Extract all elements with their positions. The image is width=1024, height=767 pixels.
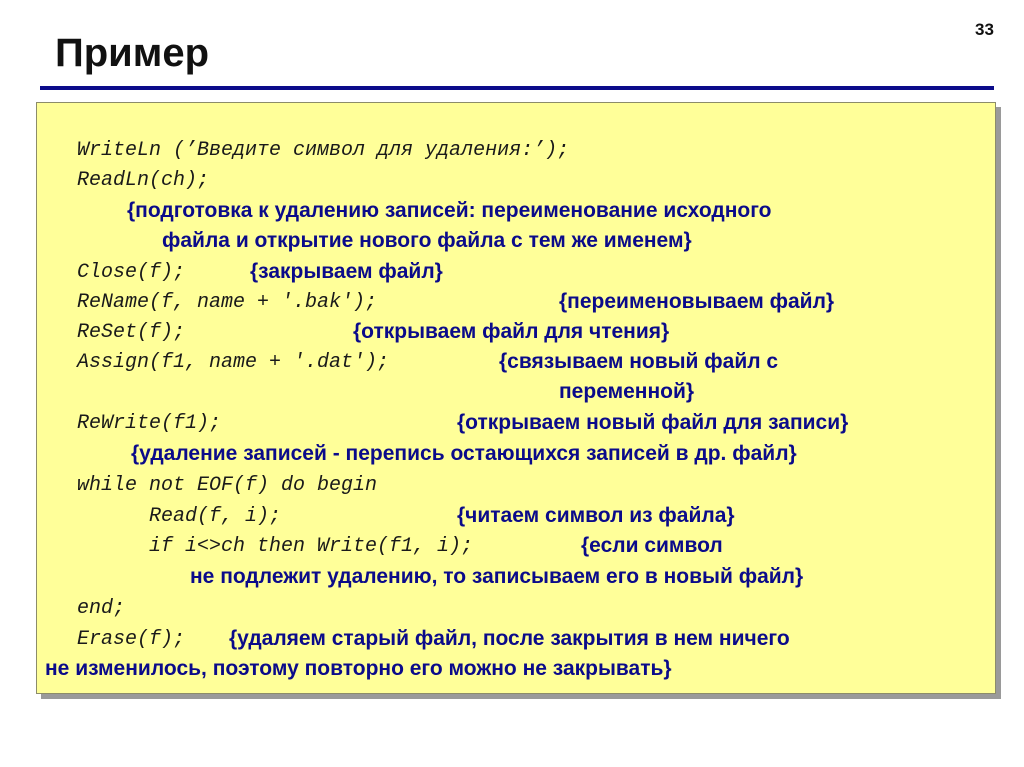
- page-number: 33: [975, 20, 994, 39]
- code-line-readln: ReadLn(ch);: [77, 169, 210, 192]
- code-line-reset: ReSet(f);: [77, 321, 186, 344]
- code-line-if: if i<>ch then Write(f1, i);: [149, 535, 474, 558]
- comment-copy-records: {удаление записей - перепись остающихся записей в др. файл}: [131, 442, 797, 465]
- code-line-writeln: WriteLn (’Введите символ для удаления:’);: [77, 139, 570, 162]
- code-line-end: end;: [77, 597, 126, 620]
- comment-erase-2: не изменилось, поэтому повторно его можно не закрывать}: [45, 657, 672, 680]
- code-line-while: while not EOF(f) do begin: [77, 474, 378, 497]
- code-line-rewrite: ReWrite(f1);: [77, 412, 222, 435]
- comment-assign-2: переменной}: [559, 380, 695, 403]
- comment-rewrite: {открываем новый файл для записи}: [457, 411, 849, 434]
- code-line-erase: Erase(f);: [77, 628, 186, 651]
- comment-reset: {открываем файл для чтения}: [353, 320, 670, 343]
- comment-assign-1: {связываем новый файл с: [499, 350, 779, 373]
- comment-if-2: не подлежит удалению, то записываем его в новый файл}: [190, 565, 804, 588]
- code-line-assign: Assign(f1, name + '.dat');: [77, 351, 390, 374]
- code-line-read: Read(f, i);: [149, 505, 282, 528]
- comment-if-1: {если символ: [581, 534, 723, 557]
- code-block: [36, 102, 996, 694]
- comment-prepare-2: файла и открытие нового файла с тем же именем}: [162, 229, 692, 252]
- comment-erase-1: {удаляем старый файл, после закрытия в нем ничего: [229, 627, 790, 650]
- slide-title: Пример: [55, 31, 210, 75]
- code-line-rename: ReName(f, name + '.bak');: [77, 291, 378, 314]
- comment-rename: {переименовываем файл}: [559, 290, 835, 313]
- comment-read: {читаем символ из файла}: [457, 504, 735, 527]
- comment-close: {закрываем файл}: [250, 260, 443, 283]
- code-line-close: Close(f);: [77, 261, 186, 284]
- title-divider: [40, 86, 994, 90]
- comment-prepare-1: {подготовка к удалению записей: переименование исходного: [127, 199, 772, 222]
